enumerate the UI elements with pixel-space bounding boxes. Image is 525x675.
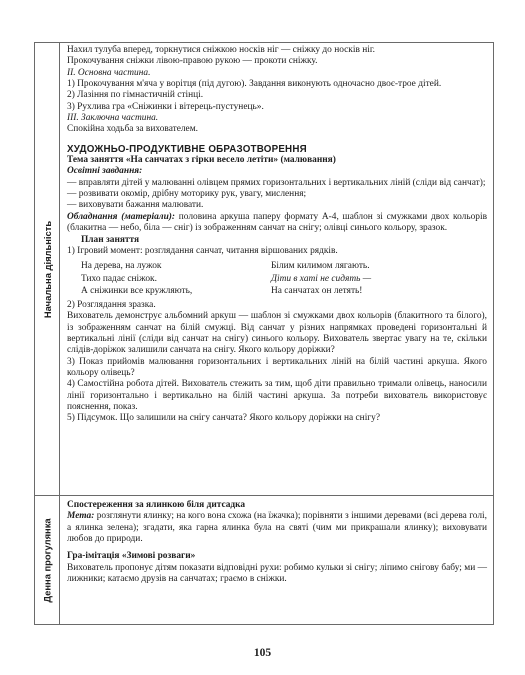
poem-line: Білим килимом лягають. [271, 261, 370, 272]
activity-content [67, 45, 487, 425]
poem-right [271, 260, 461, 298]
text-line: Спокійна ходьба за вихователем. [67, 124, 198, 135]
side-column [35, 43, 60, 624]
text-line: 2) Лазіння по гімнастичній стінці. [67, 90, 204, 101]
plan-step: 4) Самостійна робота дітей. Вихователь стежить за тим, щоб діти правильно тримали олівець, наносили лінії горизонтально і вертикально на білій частині аркуша. За потреби вихователь використовує пояснення, показ. [67, 379, 487, 413]
poem-line: Тихо падає сніжок. [81, 273, 157, 284]
section-title: ХУДОЖНЬО-ПРОДУКТИВНЕ ОБРАЗОТВОРЕННЯ [67, 143, 307, 155]
lesson-table [34, 42, 494, 625]
walk-content [67, 500, 487, 585]
poem-line: На санчатах он летять! [271, 286, 363, 297]
poem [67, 260, 487, 298]
text-line: Нахил тулуба вперед, торкнутися сніжкою носків ніг — сніжку до носків ніг. [67, 45, 375, 55]
plan-step: 2) Розглядання зразка. [67, 299, 156, 310]
plan-step: 3) Показ прийомів малювання горизонтальних і вертикальних ліній на білій частині аркуша. Якого кольору олівець? [67, 356, 487, 379]
observation-title: Спостереження за ялинкою біля дитсадка [67, 500, 246, 510]
game-title: Гра-імітація «Зимові розваги» [67, 551, 196, 562]
task-item: — вправляти дітей у малюванні олівцем прямих горизонтальних і вертикальних ліній (сліди від санчат); [67, 177, 486, 188]
goal-text: розглянути ялинку; на кого вона схожа (на їжачка); порівняти з іншими деревами (всі дерева голі, а ялинка зелена); згадати, яка гарна ялинка була на святі (чим ми прикрашали ялинку); виховувати любов до природи. [67, 511, 487, 545]
part-heading: II. Основна частина. [67, 67, 151, 78]
equipment-paragraph [67, 212, 487, 235]
side-label-walk-text: Денна прогулянка [42, 518, 54, 603]
side-label-activity [35, 43, 60, 495]
game-text: Вихователь пропонує дітям показати відповідні рухи: робимо кульки зі снігу; ліпимо снігову бабу; ми — лижники; катаємо друзів на санчатах; граємо в сніжки. [67, 562, 487, 585]
plan-text: Вихователь демонструє альбомний аркуш — шаблон зі смужками двох кольорів (блакитного та білого), із зображенням санчат на білій смужці. Від санчат у різних напрямках проведені горизонтальні й вертикальні лінії (сліди від санчат на снігу) синього кольору. Вихователь звертає увагу на те, скільки слідів-доріжок залишили санчата на снігу. Якого кольору доріжки? [67, 311, 487, 356]
side-label-activity-text: Начальна діяльність [42, 220, 53, 318]
row-divider [35, 495, 493, 496]
text-line: 3) Рухлива гра «Сніжинки і вітерець-пустунець». [67, 101, 264, 112]
plan-label: План заняття [81, 234, 140, 245]
plan-step: 5) Підсумок. Що залишили на снігу санчата? Якого кольору доріжки на снігу? [67, 413, 380, 424]
text-line: 1) Прокочування м'яча у ворітця (під дугою). Завдання виконують одночасно двоє-трое дітей. [67, 79, 442, 90]
task-item: — виховувати бажання малювати. [67, 200, 204, 211]
equipment-label: Обладнання (матеріали): [67, 211, 176, 222]
task-item: — розвивати окомір, дрібну моторику рук, увагу, мислення; [67, 189, 307, 200]
lesson-topic: Тема заняття «На санчатах з гірки весело летіти» (малювання) [67, 155, 336, 166]
poem-line: Діти в хаті не сидять — [271, 273, 372, 284]
goal-label: Мета: [67, 511, 95, 522]
tasks-label: Освітні завдання: [67, 166, 143, 177]
page-number: 105 [253, 647, 272, 659]
text-line: Прокочування сніжки лівою-правою рукою — прокоти сніжку. [67, 56, 318, 67]
part-heading: III. Заключна частина. [67, 113, 159, 124]
poem-line: На дерева, на лужок [81, 261, 162, 272]
equipment-text: половина аркуша паперу формату А-4, шаблон зі смужками двох кольорів (блакитна — небо, біла — сніг) із зображенням санчат на снігу; олівці синього кольору, зразок. [67, 211, 487, 234]
goal-paragraph [67, 511, 487, 545]
poem-left [81, 260, 271, 298]
poem-line: А сніжинки все кружляють, [81, 286, 193, 297]
plan-step: 1) Ігровий момент: розглядання санчат, читання віршованих рядків. [67, 245, 338, 256]
side-label-walk [35, 495, 60, 626]
